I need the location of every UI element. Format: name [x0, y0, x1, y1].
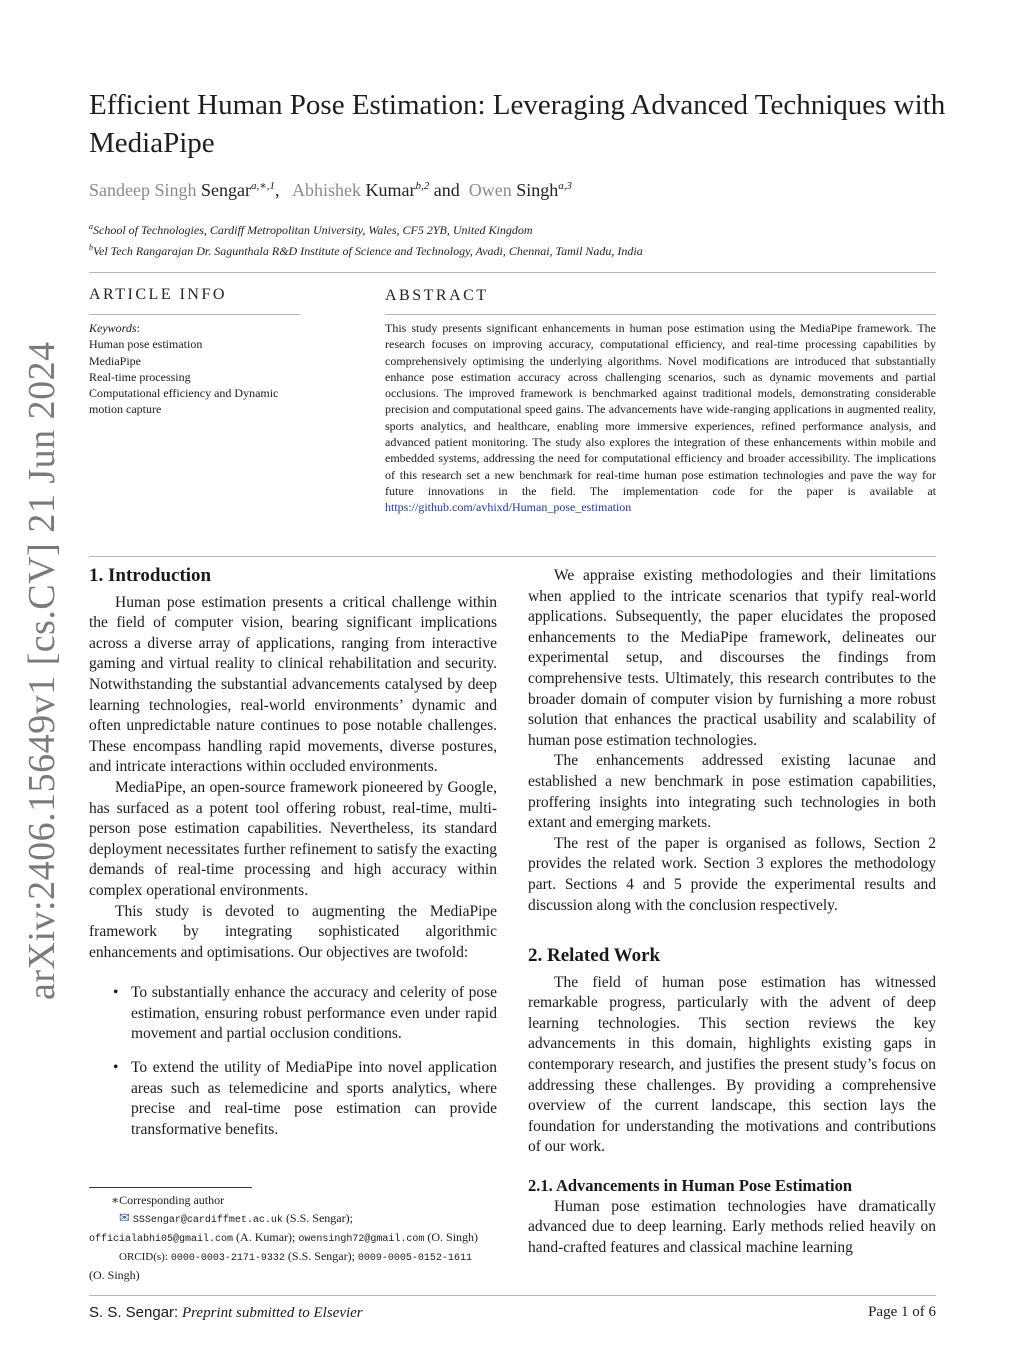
abstract-body — [385, 320, 936, 516]
page-footer — [89, 1304, 936, 1322]
author-3: Owen Singh$^{a,3}$ — [468, 180, 572, 200]
affiliation-a: $^a$School of Technologies, Cardiff Metropolitan University, Wales, CF5 2YB, United Kingdom — [89, 222, 533, 237]
email-link[interactable]: owensingh72@gmail.com — [298, 1234, 425, 1245]
intro-paragraph: The enhancements addressed existing lacunae and established a new benchmark in pose estimation capabilities, proffering insights into integrating such technologies in both extant and emerging markets. — [528, 752, 936, 832]
affiliation-b: $^b$Vel Tech Rangarajan Dr. Sagunthala R&D Institute of Science and Technology, Avadi, Chennai, Tamil Nadu, India — [89, 243, 643, 258]
orcid-link[interactable]: 0000-0003-2171-9332 — [170, 1253, 285, 1264]
github-link[interactable]: https://github.com/avhixd/Human_pose_estimation — [385, 500, 632, 515]
intro-paragraph: The rest of the paper is organised as follows, Section 2 provides the related work. Section 3 explores the methodology part. Sections 4 and 5 provide the experimental results and discussion along with the conclusion respectively. — [528, 834, 936, 914]
section-1-heading: 1. Introduction — [89, 565, 212, 586]
objective-bullet: • To substantially enhance the accuracy and celerity of pose estimation, ensuring robust performance even under rapid movement and partial occlusion conditions. — [113, 984, 497, 1043]
bullet-icon: • — [113, 1059, 119, 1077]
divider-top — [89, 272, 936, 273]
author-1: Sandeep Singh Sengar$^{a,∗,1}$, — [89, 180, 289, 200]
keyword-item: MediaPipe — [89, 353, 141, 368]
keywords-label: Keywords — [89, 321, 137, 335]
paper-title: Efficient Human Pose Estimation: Leveraging Advanced Techniques with MediaPipe — [89, 89, 946, 159]
bullet-icon: • — [113, 984, 119, 1002]
footnote: ∗Corresponding author ✉ SSSengar@cardiffmet.ac.uk (S.S. Sengar); officialabhi05@gmail.com (A. Kumar); owensingh72@gmail.com (O. Singh) ORCID(s): 0000-0003-2171-9332 (S.S. Sengar); 0009-0005-0152-1611 (O. Singh) — [89, 1192, 499, 1284]
orcid-link[interactable]: 0009-0005-0152-1611 — [357, 1253, 472, 1264]
corresponding-author-note: ∗Corresponding author — [111, 1193, 225, 1207]
email-link[interactable]: officialabhi05@gmail.com — [89, 1234, 234, 1245]
divider-mid — [89, 556, 936, 557]
footer-rule — [89, 1295, 936, 1296]
intro-paragraph: This study is devoted to augmenting the MediaPipe framework by integrating sophisticated algorithmic enhancements and optimisations. Our objectives are twofold: — [89, 902, 497, 961]
keyword-item: Real-time processing — [89, 369, 191, 384]
keyword-item: Human pose estimation — [89, 337, 203, 352]
right-column — [528, 566, 936, 1258]
author-list — [89, 179, 572, 201]
abstract-text: This study presents significant enhancements in human pose estimation using the MediaPipe framework. The research focuses on improving accuracy, computational efficiency, and real-time processing capabilities by comprehensively optimising the underlying algorithms. Novel modifications are introduced that substantially enhance pose estimation accuracy across challenging scenarios, such as dynamic movements and partial occlusions. The improved framework is benchmarked against traditional models, demonstrating considerable precision and computational speed gains. The advancements have wide-ranging applications in augmented reality, sports analytics, and healthcare, enabling more immersive experiences, refined performance analysis, and advanced patient monitoring. The study also explores the integration of these enhancements within mobile and embedded systems, addressing the need for computational efficiency and broader accessibility. The implications of this research set a new benchmark for real-time human pose estimation technologies and pave the way for future innovations in the field. The implementation code for the paper is available at — [385, 321, 936, 498]
article-info-heading: ARTICLE INFO — [89, 286, 227, 303]
author-2: Abhishek Kumar$^{b,2}$ and — [291, 180, 465, 200]
subsection-2-1-heading: 2.1. Advancements in Human Pose Estimation — [528, 1176, 853, 1196]
left-column — [89, 566, 497, 1140]
keyword-item: Computational efficiency and Dynamic motion capture — [89, 386, 279, 417]
footer-venue: Preprint submitted to Elsevier — [181, 1305, 363, 1321]
abstract-rule — [385, 314, 936, 315]
subsection-paragraph: Human pose estimation technologies have dramatically advanced due to deep learning. Early methods relied heavily on hand-crafted features and classical machine learning — [528, 1197, 936, 1256]
footnote-rule — [89, 1187, 252, 1188]
footer-author: S. S. Sengar: — [89, 1304, 179, 1321]
intro-paragraph: MediaPipe, an open-source framework pioneered by Google, has surfaced as a potent tool offering robust, real-time, multi-person pose estimation capabilities. Nevertheless, its standard deployment necessitates further refinement to satisfy the exacting demands of real-time processing and high accuracy within complex operational environments. — [89, 778, 497, 899]
abstract-heading: ABSTRACT — [385, 287, 489, 304]
email-link[interactable]: SSSengar@cardiffmet.ac.uk — [132, 1215, 283, 1226]
section-2-heading: 2. Related Work — [528, 945, 661, 967]
keywords-block: Keywords: Human pose estimation MediaPipe Real-time processing Computational efficiency and Dynamic motion capture — [89, 320, 304, 418]
intro-paragraph: Human pose estimation presents a critical challenge within the field of computer vision, bearing significant implications across a diverse array of applications, ranging from interactive gaming and virtual reality to clinical rehabilitation and security. Notwithstanding the substantial advancements catalysed by deep learning technologies, real-world environments’ dynamic and often unpredictable nature continues to pose notable challenges. These encompass handling rapid movements, diverse postures, and intricate interactions within occluded environments. — [89, 593, 497, 776]
intro-paragraph: We appraise existing methodologies and their limitations when applied to the intricate scenarios that typify real-world applications. Subsequently, the paper elucidates the proposed enhancements to the MediaPipe framework, delineates our experimental setup, and discourses the findings from comprehensive tests. Ultimately, this research contributes to the broader domain of computer vision by furnishing a more robust solution that enhances the practical usability and scalability of human pose estimation technologies. — [528, 567, 936, 749]
arxiv-identifier: arXiv:2406.15649v1 [cs.CV] 21 Jun 2024 — [21, 341, 63, 1000]
article-info-rule — [89, 314, 300, 315]
orcid-label: ORCID(s): — [119, 1251, 168, 1263]
page-number: Page 1 of 6 — [868, 1304, 936, 1320]
related-work-paragraph: The field of human pose estimation has witnessed remarkable progress, particularly with the advent of deep learning technologies. This section reviews the key advancements in this domain, highlights existing gaps in contemporary research, and justifies the present study’s focus on addressing these challenges. By providing a comprehensive overview of the current landscape, this section lays the foundation for understanding the motivations and contributions of our work. — [528, 973, 936, 1156]
objective-bullet: • To extend the utility of MediaPipe into novel application areas such as telemedicine and sports analytics, where precise and real-time pose estimation can provide transformative benefits. — [113, 1059, 497, 1138]
envelope-icon: ✉ — [119, 1210, 130, 1225]
